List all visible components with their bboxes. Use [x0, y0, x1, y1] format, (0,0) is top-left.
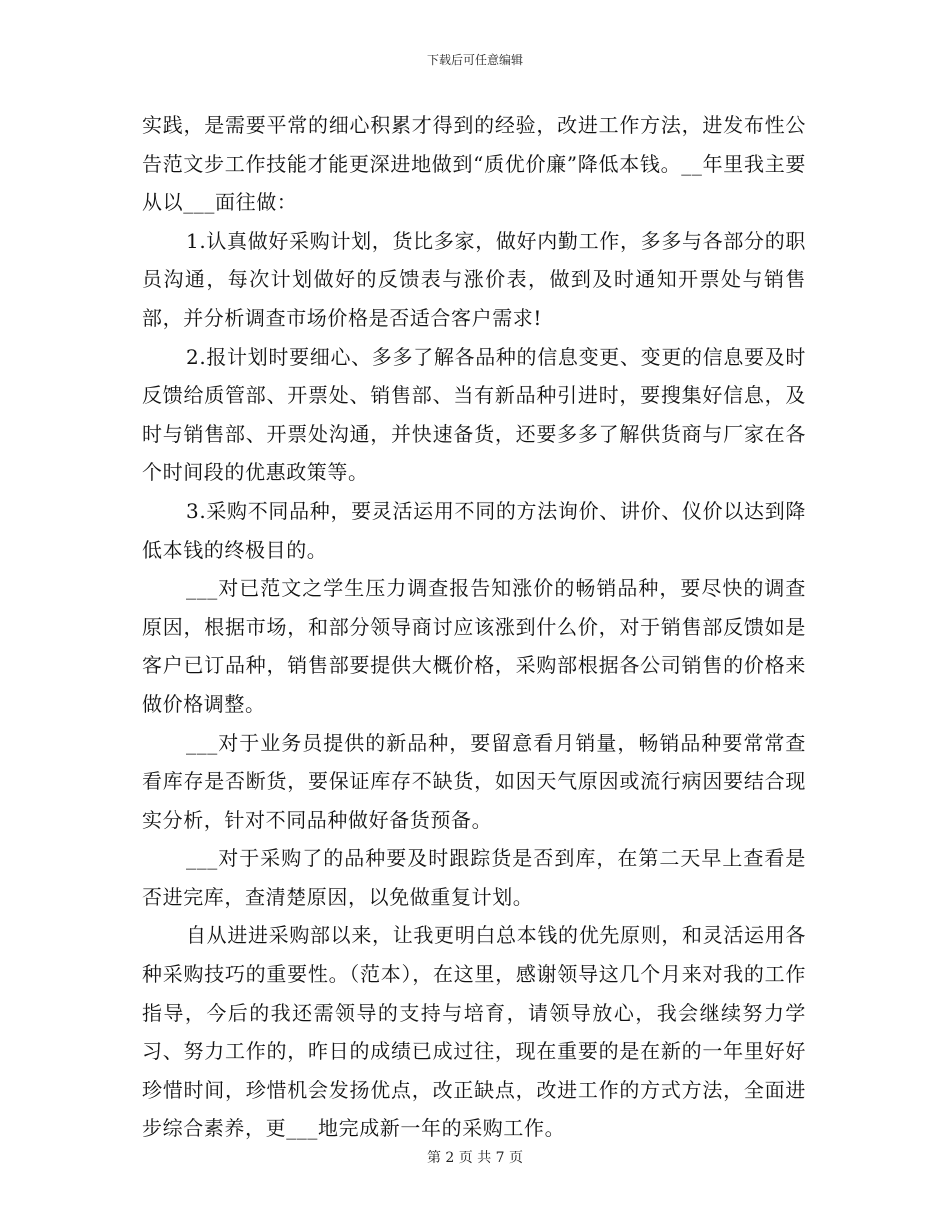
paragraph-conclusion: 自从进进采购部以来，让我更明白总本钱的优先原则，和灵活运用各种采购技巧的重要性。（范本），在这里，感谢领导这几个月来对我的工作指导，今后的我还需领导的支持与培育，请领导放心，我会继续努力学习、努力工作的，昨日的成绩已成过往，现在重要的是在新的一年里好好珍惜时间，珍惜机会发扬优点，改正缺点，改进工作的方式方法，全面进步综合素养，更___地完成新一年的采购工作。	[142, 923, 806, 1141]
paragraph-tracking: ___对于采购了的品种要及时跟踪货是否到库，在第二天早上查看是否进完库，查清楚原因，以免做重复计划。	[142, 846, 806, 909]
page-number: 第 2 页 共 7 页	[426, 1150, 524, 1166]
document-body	[142, 106, 806, 1148]
paragraph-item-2: 2.报计划时要细心、多多了解各品种的信息变更、变更的信息要及时反馈给质管部、开票处、销售部、当有新品种引进时，要搜集好信息，及时与销售部、开票处沟通，并快速备货，还要多多了解供货商与厂家在各个时间段的优惠政策等。	[142, 344, 806, 485]
page-header-note: 下载后可任意编辑	[426, 53, 523, 67]
paragraph-new-products: ___对于业务员提供的新品种，要留意看月销量，畅销品种要常常查看库存是否断货，要保证库存不缺货，如因天气原因或流行病因要结合现实分析，针对不同品种做好备货预备。	[142, 730, 806, 832]
paragraph-item-3: 3.采购不同品种，要灵活运用不同的方法询价、讲价、仪价以达到降低本钱的终极目的。	[142, 498, 806, 562]
paragraph-intro: 实践，是需要平常的细心积累才得到的经验，改进工作方法，进发布性公告范文步工作技能才能更深进地做到“质优价廉”降低本钱。__年里我主要从以___面往做：	[142, 113, 806, 215]
paragraph-item-1: 1.认真做好采购计划，货比多家，做好内勤工作，多多与各部分的职员沟通，每次计划做好的反馈表与涨价表，做到及时通知开票处与销售部，并分析调查市场价格是否适合客户需求!	[142, 228, 806, 330]
paragraph-price-increase: ___对已范文之学生压力调查报告知涨价的畅销品种，要尽快的调查原因，根据市场，和部分领导商讨应该涨到什么价，对于销售部反馈如是客户已订品种，销售部要提供大概价格，采购部根据各公司销售的价格来做价格调整。	[142, 576, 806, 716]
